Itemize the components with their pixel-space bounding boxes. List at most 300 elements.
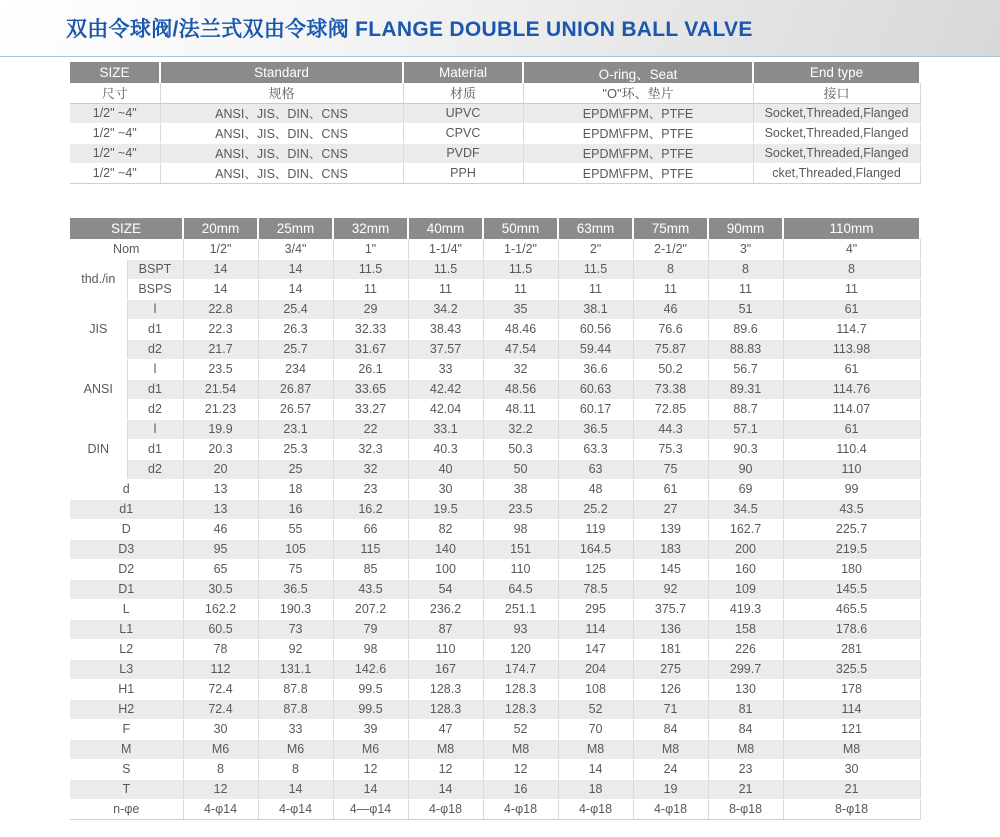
dim-value-cell: 108 [558,679,633,699]
spec-cell: EPDM\FPM、PTFE [523,163,753,183]
dim-row-l [70,299,920,319]
spec-header-cn-1: 规格 [160,83,403,103]
dim-header-col-7: 90mm [708,218,783,239]
dim-value-cell: 128.3 [483,699,558,719]
dim-value-cell: 1/2" [183,239,258,259]
dim-row-label: Nom [70,239,183,259]
dim-value-cell: 76.6 [633,319,708,339]
dim-value-cell: 11.5 [483,259,558,279]
dim-row-L [70,599,920,619]
dim-value-cell: 4-φ14 [258,799,333,819]
dim-value-cell: 14 [258,279,333,299]
dim-value-cell: 2" [558,239,633,259]
dim-value-cell: 55 [258,519,333,539]
dim-row-label: F [70,719,183,739]
dim-value-cell: 114 [558,619,633,639]
dim-row-D3 [70,539,920,559]
dim-value-cell: 419.3 [708,599,783,619]
dim-value-cell: 164.5 [558,539,633,559]
dim-value-cell: 84 [633,719,708,739]
dim-value-cell: 190.3 [258,599,333,619]
dim-value-cell: 70 [558,719,633,739]
dim-value-cell: 139 [633,519,708,539]
dim-value-cell: 42.42 [408,379,483,399]
dim-value-cell: 4-φ18 [558,799,633,819]
dim-value-cell: 23 [708,759,783,779]
spec-cell: CPVC [403,123,523,143]
dim-value-cell: 54 [408,579,483,599]
dim-value-cell: 167 [408,659,483,679]
dim-value-cell: 37.57 [408,339,483,359]
spec-cell: Socket,Threaded,Flanged [753,143,920,163]
dim-value-cell: 119 [558,519,633,539]
dim-value-cell: 128.3 [408,699,483,719]
spec-cell: Socket,Threaded,Flanged [753,123,920,143]
dim-value-cell: 183 [633,539,708,559]
dim-group-label: DIN [70,419,127,479]
spec-cell: EPDM\FPM、PTFE [523,103,753,123]
dim-value-cell: 114.7 [783,319,920,339]
dim-value-cell: 61 [633,479,708,499]
dim-value-cell: 151 [483,539,558,559]
spec-header-en-3: O-ring、Seat [523,62,753,83]
dim-value-cell: 39 [333,719,408,739]
dim-value-cell: 178 [783,679,920,699]
dim-value-cell: 48 [558,479,633,499]
dim-row-d2 [70,399,920,419]
dim-value-cell: 78.5 [558,579,633,599]
spec-cell: 1/2" ~4" [70,143,160,163]
dim-value-cell: 11 [483,279,558,299]
dim-value-cell: 88.7 [708,399,783,419]
dim-value-cell: 48.46 [483,319,558,339]
dim-value-cell: 181 [633,639,708,659]
dim-value-cell: 8 [183,759,258,779]
spec-header-en-4: End type [753,62,920,83]
dim-value-cell: 14 [183,259,258,279]
dim-value-cell: 8 [708,259,783,279]
dim-row-H2 [70,699,920,719]
dim-value-cell: 38.1 [558,299,633,319]
dim-value-cell: 158 [708,619,783,639]
dim-value-cell: 114.76 [783,379,920,399]
dim-value-cell: 46 [183,519,258,539]
dim-value-cell: 63.3 [558,439,633,459]
dim-value-cell: M6 [183,739,258,759]
dim-header-size: SIZE [70,218,183,239]
dim-value-cell: 32.2 [483,419,558,439]
dim-row-L2 [70,639,920,659]
dim-value-cell: 90 [708,459,783,479]
dim-value-cell: 13 [183,499,258,519]
dim-row-T [70,779,920,799]
dim-value-cell: 25.3 [258,439,333,459]
dim-value-cell: 50.2 [633,359,708,379]
dim-value-cell: 73.38 [633,379,708,399]
dim-value-cell: 115 [333,539,408,559]
dim-value-cell: 1" [333,239,408,259]
dim-value-cell: 26.57 [258,399,333,419]
dim-row-label: d1 [127,379,183,399]
dim-value-cell: 174.7 [483,659,558,679]
dim-value-cell: 69 [708,479,783,499]
dim-value-cell: 145 [633,559,708,579]
spec-cell: 1/2" ~4" [70,163,160,183]
dim-value-cell: 147 [558,639,633,659]
spec-header-cn-2: 材质 [403,83,523,103]
dim-group-label: ANSI [70,359,127,419]
dim-value-cell: 60.56 [558,319,633,339]
spec-header-cn-4: 接口 [753,83,920,103]
dim-value-cell: 234 [258,359,333,379]
spec-cell: PPH [403,163,523,183]
dim-value-cell: M8 [633,739,708,759]
dim-row-l [70,359,920,379]
dim-value-cell: 18 [258,479,333,499]
dim-row-label: d [70,479,183,499]
dim-value-cell: 36.5 [258,579,333,599]
dim-row-label: L1 [70,619,183,639]
dim-value-cell: 11 [708,279,783,299]
spec-cell: cket,Threaded,Flanged [753,163,920,183]
spec-header-cn-0: 尺寸 [70,83,160,103]
dim-value-cell: 2-1/2" [633,239,708,259]
dim-row-label: BSPS [127,279,183,299]
dim-value-cell: 36.5 [558,419,633,439]
dim-value-cell: 98 [483,519,558,539]
dim-value-cell: 226 [708,639,783,659]
dim-row-label: H2 [70,699,183,719]
dim-header-col-6: 75mm [633,218,708,239]
dim-value-cell: 22.8 [183,299,258,319]
dim-row-d1 [70,319,920,339]
dim-value-cell: 20 [183,459,258,479]
dim-value-cell: 21.7 [183,339,258,359]
spec-cell: UPVC [403,103,523,123]
dim-value-cell: 130 [708,679,783,699]
dim-row-n-φe [70,799,920,819]
dim-header-col-5: 63mm [558,218,633,239]
spec-cell: Socket,Threaded,Flanged [753,103,920,123]
dim-row-d1 [70,499,920,519]
dim-value-cell: 71 [633,699,708,719]
dim-value-cell: 325.5 [783,659,920,679]
dim-value-cell: 61 [783,299,920,319]
dim-value-cell: 113.98 [783,339,920,359]
dimension-table [70,218,921,820]
dim-row-BSPT [70,259,920,279]
dim-value-cell: 465.5 [783,599,920,619]
dim-row-D2 [70,559,920,579]
spec-cell: 1/2" ~4" [70,103,160,123]
dim-value-cell: 26.1 [333,359,408,379]
dim-value-cell: 25.7 [258,339,333,359]
dim-value-cell: 128.3 [408,679,483,699]
dim-row-label: d2 [127,459,183,479]
dim-value-cell: 14 [558,759,633,779]
dim-header-col-0: 20mm [183,218,258,239]
spec-table [70,62,921,184]
dim-value-cell: 99.5 [333,699,408,719]
dim-value-cell: 162.7 [708,519,783,539]
dim-value-cell: 99.5 [333,679,408,699]
dim-row-F [70,719,920,739]
dim-value-cell: 38 [483,479,558,499]
dim-value-cell: 87.8 [258,699,333,719]
dim-value-cell: M6 [333,739,408,759]
dim-value-cell: 21 [783,779,920,799]
dim-value-cell: 40 [408,459,483,479]
dim-value-cell: 180 [783,559,920,579]
dim-row-label: D [70,519,183,539]
dim-row-D [70,519,920,539]
dim-value-cell: 8-φ18 [783,799,920,819]
dim-value-cell: 219.5 [783,539,920,559]
dim-value-cell: 23 [333,479,408,499]
dim-row-label: d1 [127,439,183,459]
dim-value-cell: 8 [783,259,920,279]
dim-row-label: T [70,779,183,799]
dim-value-cell: 12 [183,779,258,799]
dim-value-cell: 11 [558,279,633,299]
dim-value-cell: M8 [408,739,483,759]
dim-header-row [70,218,920,239]
dim-value-cell: M6 [258,739,333,759]
dim-value-cell: 61 [783,419,920,439]
dim-value-cell: 19.9 [183,419,258,439]
dim-value-cell: 100 [408,559,483,579]
dim-value-cell: 120 [483,639,558,659]
dim-value-cell: 125 [558,559,633,579]
dim-value-cell: 87.8 [258,679,333,699]
dim-value-cell: 32 [483,359,558,379]
spec-cell: PVDF [403,143,523,163]
dim-value-cell: 23.1 [258,419,333,439]
dim-value-cell: 25.4 [258,299,333,319]
dim-value-cell: 4" [783,239,920,259]
dim-value-cell: 60.5 [183,619,258,639]
dim-row-L3 [70,659,920,679]
dim-value-cell: 38.43 [408,319,483,339]
dim-value-cell: 44.3 [633,419,708,439]
dim-value-cell: 200 [708,539,783,559]
dim-value-cell: 72.85 [633,399,708,419]
dim-value-cell: 73 [258,619,333,639]
dim-value-cell: 89.31 [708,379,783,399]
dim-value-cell: 225.7 [783,519,920,539]
dim-value-cell: 99 [783,479,920,499]
dim-value-cell: 22 [333,419,408,439]
dim-value-cell: 14 [258,779,333,799]
dim-value-cell: 33 [408,359,483,379]
dim-value-cell: 4—φ14 [333,799,408,819]
dim-value-cell: 33.65 [333,379,408,399]
dim-value-cell: 43.5 [333,579,408,599]
dim-value-cell: 48.56 [483,379,558,399]
dim-value-cell: 79 [333,619,408,639]
dim-value-cell: 18 [558,779,633,799]
dim-value-cell: 23.5 [483,499,558,519]
spec-cell: ANSI、JIS、DIN、CNS [160,103,403,123]
dim-value-cell: 36.6 [558,359,633,379]
dim-value-cell: 42.04 [408,399,483,419]
dim-value-cell: 50.3 [483,439,558,459]
dim-row-M [70,739,920,759]
dim-value-cell: 72.4 [183,679,258,699]
dim-value-cell: 81 [708,699,783,719]
dim-value-cell: 14 [183,279,258,299]
dim-value-cell: 275 [633,659,708,679]
dim-value-cell: 25.2 [558,499,633,519]
dim-value-cell: 12 [483,759,558,779]
dim-value-cell: 295 [558,599,633,619]
dim-row-label: D1 [70,579,183,599]
dim-value-cell: 4-φ18 [633,799,708,819]
dim-value-cell: 95 [183,539,258,559]
dim-value-cell: 89.6 [708,319,783,339]
spec-header-en-0: SIZE [70,62,160,83]
dim-row-D1 [70,579,920,599]
dim-row-BSPS [70,279,920,299]
dim-value-cell: 3/4" [258,239,333,259]
dim-value-cell: 131.1 [258,659,333,679]
dim-value-cell: 1-1/2" [483,239,558,259]
dim-row-label: l [127,359,183,379]
dim-row-label: L3 [70,659,183,679]
dim-value-cell: 11 [408,279,483,299]
title-band [0,0,1000,57]
spec-row [70,123,920,143]
dim-group-label: JIS [70,299,127,359]
dim-row-d1 [70,379,920,399]
dim-value-cell: 65 [183,559,258,579]
dim-value-cell: 52 [558,699,633,719]
dim-value-cell: 236.2 [408,599,483,619]
dim-value-cell: 110 [783,459,920,479]
dim-value-cell: 140 [408,539,483,559]
dim-row-label: L2 [70,639,183,659]
dim-value-cell: 3" [708,239,783,259]
dim-value-cell: 47 [408,719,483,739]
dim-value-cell: 21.23 [183,399,258,419]
spec-header-en-1: Standard [160,62,403,83]
dim-value-cell: 32.3 [333,439,408,459]
spec-row [70,103,920,123]
dim-value-cell: 12 [408,759,483,779]
spec-row [70,143,920,163]
dim-value-cell: 11 [333,279,408,299]
dim-value-cell: 8 [258,759,333,779]
dim-row-label: l [127,299,183,319]
dim-value-cell: 75 [633,459,708,479]
dim-value-cell: 14 [333,779,408,799]
dim-value-cell: 92 [633,579,708,599]
dim-row-label: D2 [70,559,183,579]
spec-table-body [70,62,920,183]
page-title: 双由令球阀/法兰式双由令球阀 FLANGE DOUBLE UNION BALL VALVE [66,18,753,41]
dim-value-cell: 112 [183,659,258,679]
dim-value-cell: 29 [333,299,408,319]
dim-value-cell: 92 [258,639,333,659]
dim-value-cell: 93 [483,619,558,639]
dim-value-cell: 110 [483,559,558,579]
dim-value-cell: 34.2 [408,299,483,319]
dim-row-H1 [70,679,920,699]
dim-row-label: d2 [127,339,183,359]
dim-value-cell: 59.44 [558,339,633,359]
dim-row-label: L [70,599,183,619]
dimension-table-body [70,218,920,819]
dim-value-cell: 63 [558,459,633,479]
dim-row-d2 [70,339,920,359]
spec-cell: 1/2" ~4" [70,123,160,143]
dim-value-cell: 178.6 [783,619,920,639]
dim-value-cell: 114 [783,699,920,719]
dim-value-cell: 34.5 [708,499,783,519]
dim-value-cell: 87 [408,619,483,639]
dim-value-cell: 16 [258,499,333,519]
dim-value-cell: 110 [408,639,483,659]
spec-cell: ANSI、JIS、DIN、CNS [160,123,403,143]
dim-value-cell: 90.3 [708,439,783,459]
dim-value-cell: M8 [558,739,633,759]
dim-value-cell: 43.5 [783,499,920,519]
dim-value-cell: 145.5 [783,579,920,599]
dim-row-label: d1 [127,319,183,339]
spec-header-cn-3: "O"环、垫片 [523,83,753,103]
dim-value-cell: 204 [558,659,633,679]
dim-header-col-8: 110mm [783,218,920,239]
spec-cell: ANSI、JIS、DIN、CNS [160,143,403,163]
dim-value-cell: 66 [333,519,408,539]
dim-value-cell: 11.5 [558,259,633,279]
dim-value-cell: 13 [183,479,258,499]
dim-value-cell: 64.5 [483,579,558,599]
dim-value-cell: 46 [633,299,708,319]
dim-value-cell: M8 [483,739,558,759]
dim-row-l [70,419,920,439]
dim-value-cell: 56.7 [708,359,783,379]
dim-value-cell: 40.3 [408,439,483,459]
dim-row-S [70,759,920,779]
dim-value-cell: 4-φ18 [483,799,558,819]
dim-group-label: thd./in [70,259,127,299]
dim-value-cell: 75.87 [633,339,708,359]
dim-value-cell: 4-φ14 [183,799,258,819]
dim-value-cell: 136 [633,619,708,639]
dim-row-label: M [70,739,183,759]
dim-header-col-4: 50mm [483,218,558,239]
dim-value-cell: M8 [783,739,920,759]
dim-value-cell: 60.63 [558,379,633,399]
dim-value-cell: 30 [783,759,920,779]
dim-row-L1 [70,619,920,639]
dim-value-cell: 75 [258,559,333,579]
dim-row-label: n-φe [70,799,183,819]
spec-cell: EPDM\FPM、PTFE [523,123,753,143]
dim-value-cell: 31.67 [333,339,408,359]
dim-value-cell: 32.33 [333,319,408,339]
dim-header-col-3: 40mm [408,218,483,239]
dim-value-cell: 24 [633,759,708,779]
dim-value-cell: 19.5 [408,499,483,519]
dim-value-cell: 21.54 [183,379,258,399]
dim-value-cell: 22.3 [183,319,258,339]
dim-value-cell: 121 [783,719,920,739]
dim-value-cell: 160 [708,559,783,579]
dim-row-label: d1 [70,499,183,519]
dim-value-cell: M8 [708,739,783,759]
